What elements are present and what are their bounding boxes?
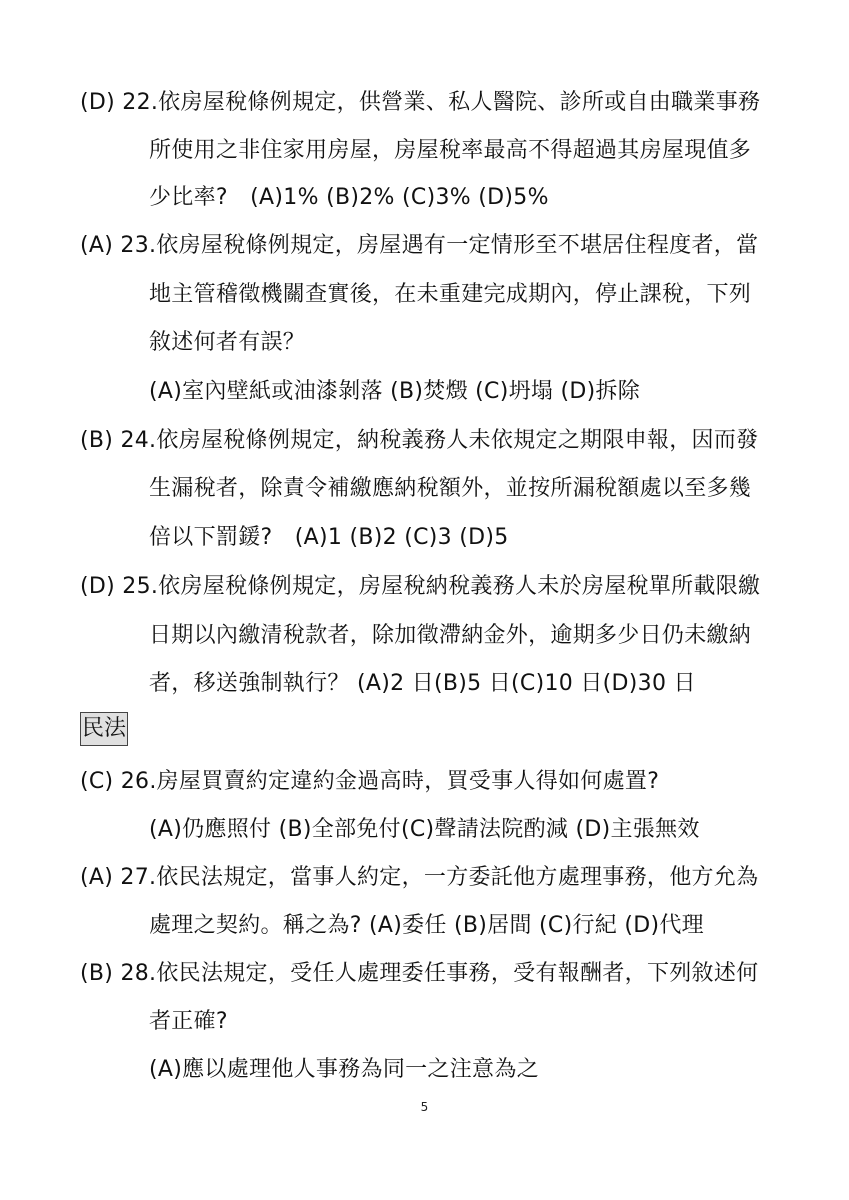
q27-line-1: (A) 27.依民法規定，當事人約定，一方委託他方處理事務，他方允為	[80, 865, 759, 890]
section-label-civil-law: 民法	[80, 712, 128, 746]
q28-line-2: 者正確?	[149, 1009, 228, 1034]
q26-line-1: (C) 26.房屋買賣約定違約金過高時，買受事人得如何處置?	[80, 769, 660, 794]
q22-line-1: (D) 22.依房屋稅條例規定，供營業、私人醫院、診所或自由職業事務	[80, 90, 761, 115]
q28-line-3: (A)應以處理他人事務為同一之注意為之	[149, 1057, 539, 1082]
q25-line-3: 者，移送強制執行？ (A)2 日(B)5 日(C)10 日(D)30 日	[149, 671, 696, 696]
q25-line-2: 日期以內繳清稅款者，除加徵滯納金外，逾期多少日仍未繳納	[149, 623, 752, 648]
q25-line-1: (D) 25.依房屋稅條例規定，房屋稅納稅義務人未於房屋稅單所載限繳	[80, 574, 761, 599]
q26-line-2: (A)仍應照付 (B)全部免付(C)聲請法院酌減 (D)主張無效	[149, 817, 700, 842]
q23-line-3: 敘述何者有誤？	[149, 330, 306, 355]
q28-line-1: (B) 28.依民法規定，受任人處理委任事務，受有報酬者，下列敘述何	[80, 961, 759, 986]
page-number: 5	[420, 1100, 429, 1114]
q23-line-4: (A)室內壁紙或油漆剝落 (B)焚燬 (C)坍塌 (D)拆除	[149, 379, 641, 404]
q23-line-2: 地主管稽徵機關查實後，在未重建完成期內，停止課稅，下列	[149, 282, 752, 307]
q24-line-3: 倍以下罰鍰? (A)1 (B)2 (C)3 (D)5	[149, 525, 509, 550]
q23-line-1: (A) 23.依房屋稅條例規定，房屋遇有一定情形至不堪居住程度者，當	[80, 233, 759, 258]
q27-line-2: 處理之契約。稱之為? (A)委任 (B)居間 (C)行紀 (D)代理	[149, 913, 704, 938]
q22-line-3: 少比率? (A)1% (B)2% (C)3% (D)5%	[149, 185, 549, 210]
q22-line-2: 所使用之非住家用房屋，房屋稅率最高不得超過其房屋現值多	[149, 138, 752, 163]
q24-line-1: (B) 24.依房屋稅條例規定，納稅義務人未依規定之期限申報，因而發	[80, 428, 759, 453]
q24-line-2: 生漏稅者，除責令補繳應納稅額外，並按所漏稅額處以至多幾	[149, 476, 752, 501]
